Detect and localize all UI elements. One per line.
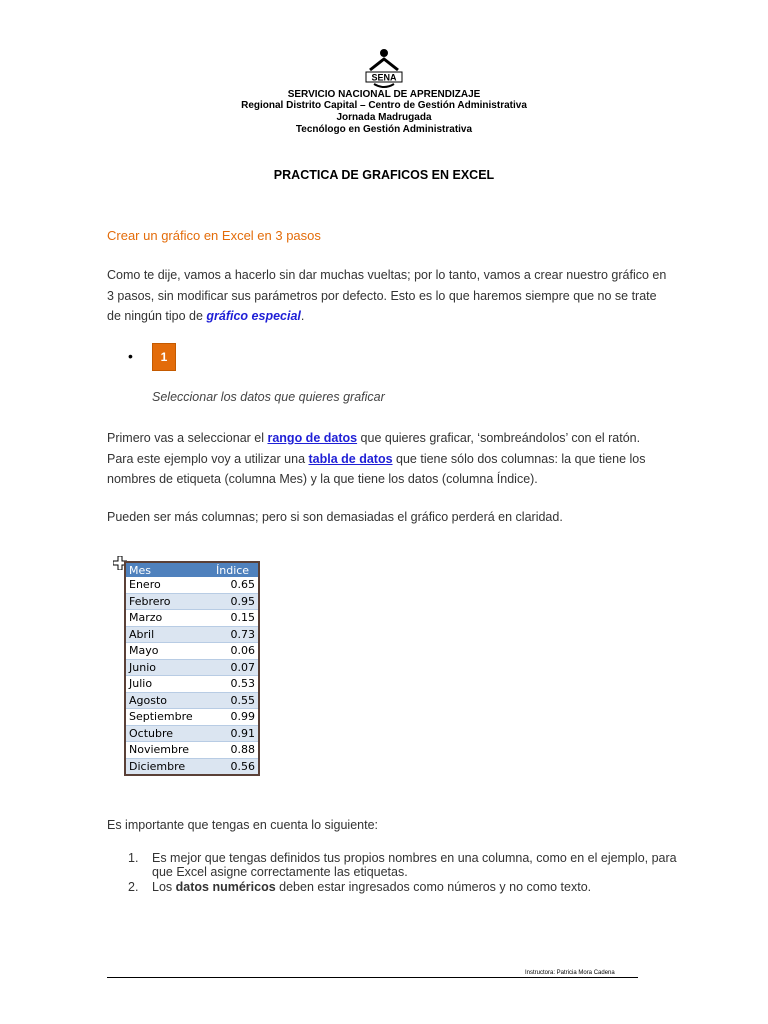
month-cell[interactable]: Abril: [125, 626, 213, 643]
sena-logo: [364, 48, 404, 90]
month-cell[interactable]: Marzo: [125, 610, 213, 627]
special-chart-link[interactable]: gráfico especial: [206, 309, 301, 323]
list-item-text: Es mejor que tengas definidos tus propios nombres en una columna, como en el ejemplo, para que Excel asigne correctamente las etiquetas.: [152, 851, 677, 879]
table-row[interactable]: [125, 725, 259, 742]
index-value-cell[interactable]: 0.15: [213, 610, 259, 627]
logo-text: SENA: [371, 72, 397, 83]
index-value-cell[interactable]: 0.99: [213, 709, 259, 726]
bullet-dot: •: [128, 348, 133, 364]
list-number: 2.: [128, 880, 139, 894]
index-value-cell[interactable]: 0.73: [213, 626, 259, 643]
index-value-cell[interactable]: 0.91: [213, 725, 259, 742]
table-row[interactable]: [125, 676, 259, 693]
table-row[interactable]: [125, 709, 259, 726]
month-cell[interactable]: Agosto: [125, 692, 213, 709]
document-title: PRACTICA DE GRAFICOS EN EXCEL: [273, 168, 495, 182]
section-heading: Crear un gráfico en Excel en 3 pasos: [107, 228, 321, 243]
index-value-cell[interactable]: 0.06: [213, 643, 259, 660]
header-line-3: Jornada Madrugada: [336, 112, 432, 123]
month-cell[interactable]: Diciembre: [125, 758, 213, 775]
data-table[interactable]: [124, 561, 260, 776]
table-row[interactable]: [125, 659, 259, 676]
list-item: [128, 852, 688, 879]
index-value-cell[interactable]: 0.65: [213, 577, 259, 593]
header-line-4: Tecnólogo en Gestión Administrativa: [295, 124, 473, 135]
step-caption: Seleccionar los datos que quieres graficar: [152, 390, 385, 404]
para2-text-1: Primero vas a seleccionar el: [107, 431, 268, 445]
list-item-bold: datos numéricos: [175, 880, 276, 894]
data-range-link[interactable]: rango de datos: [267, 431, 358, 445]
table-row[interactable]: [125, 643, 259, 660]
table-row[interactable]: [125, 610, 259, 627]
intro-paragraph: [107, 265, 667, 327]
important-paragraph: Es importante que tengas en cuenta lo siguiente:: [107, 818, 379, 832]
table-row[interactable]: [125, 758, 259, 775]
data-table-link[interactable]: tabla de datos: [308, 451, 393, 466]
index-value-cell[interactable]: 0.55: [213, 692, 259, 709]
index-value-cell[interactable]: 0.07: [213, 659, 259, 676]
table-row[interactable]: [125, 593, 259, 610]
list-item: [128, 881, 688, 895]
index-value-cell[interactable]: 0.88: [213, 742, 259, 759]
step-number-badge: 1: [152, 343, 176, 371]
footer-rule: [107, 977, 638, 978]
column-header-indice[interactable]: Índice: [213, 562, 259, 577]
month-cell[interactable]: Septiembre: [125, 709, 213, 726]
month-cell[interactable]: Junio: [125, 659, 213, 676]
footer-instructor: Instructora: Patricia Mora Cadena: [525, 970, 615, 976]
month-cell[interactable]: Julio: [125, 676, 213, 693]
intro-end: .: [300, 309, 305, 323]
columns-paragraph: Pueden ser más columnas; pero si son demasiadas el gráfico perderá en claridad.: [107, 510, 563, 524]
month-cell[interactable]: Enero: [125, 577, 213, 593]
index-value-cell[interactable]: 0.56: [213, 758, 259, 775]
month-cell[interactable]: Mayo: [125, 643, 213, 660]
list-item-text-end: deben estar ingresados como números y no como texto.: [275, 880, 592, 894]
intro-text: Como te dije, vamos a hacerlo sin dar muchas vueltas; por lo tanto, vamos a crear nuestro gráfico en 3 pasos, sin modificar sus parámetros por defecto. Esto es lo que haremos siempre que no se trate de ningún tipo de: [107, 268, 667, 323]
table-row[interactable]: [125, 626, 259, 643]
table-row[interactable]: [125, 692, 259, 709]
header-line-1: SERVICIO NACIONAL DE APRENDIZAJE: [287, 89, 481, 100]
header-line-2: Regional Distrito Capital – Centro de Gestión Administrativa: [241, 100, 527, 111]
numbered-list: [128, 852, 688, 897]
index-value-cell[interactable]: 0.53: [213, 676, 259, 693]
index-value-cell[interactable]: 0.95: [213, 593, 259, 610]
month-cell[interactable]: Noviembre: [125, 742, 213, 759]
para2-text-2: que quieres graficar, ‘sombreándolos’ con el ratón. Para este ejemplo voy a utilizar una: [107, 431, 641, 466]
table-header-row: [125, 562, 259, 577]
table-row[interactable]: [125, 577, 259, 593]
column-header-mes[interactable]: Mes: [125, 562, 213, 577]
list-item-text: Los: [152, 880, 176, 894]
list-number: 1.: [128, 851, 139, 865]
month-cell[interactable]: Octubre: [125, 725, 213, 742]
para2-text-3: que tiene sólo dos columnas: la que tiene los nombres de etiqueta (columna Mes) y la que tiene los datos (columna Índice).: [107, 451, 646, 486]
month-cell[interactable]: Febrero: [125, 593, 213, 610]
table-row[interactable]: [125, 742, 259, 759]
selection-paragraph: [107, 428, 667, 490]
